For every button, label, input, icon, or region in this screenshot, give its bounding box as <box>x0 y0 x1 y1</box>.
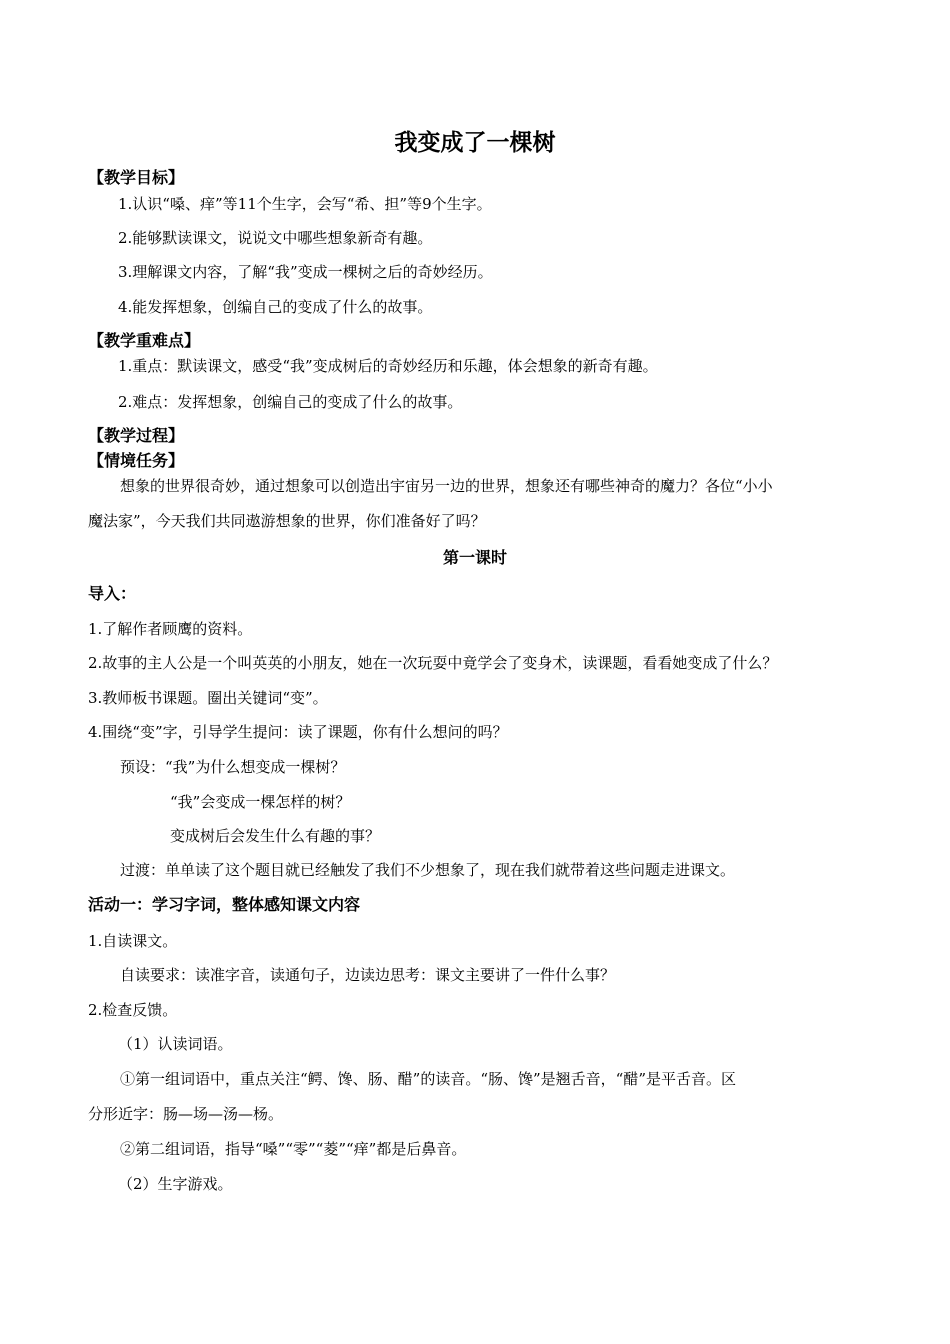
activity-1-step-2: 2.检查反馈。 <box>88 1001 178 1019</box>
activity-1-sub-1: （1）认读词语。 <box>118 1035 233 1053</box>
goal-item-2: 2.能够默读课文，说说文中哪些想象新奇有趣。 <box>118 229 433 247</box>
goal-item-4: 4.能发挥想象，创编自己的变成了什么的故事。 <box>118 298 433 316</box>
intro-item-1: 1.了解作者顾鹰的资料。 <box>88 620 253 638</box>
process-heading: 【教学过程】 <box>88 426 185 445</box>
intro-item-3: 3.教师板书课题。圈出关键词“变”。 <box>88 689 328 707</box>
activity-1-sub-1-a-line-1: ①第一组词语中，重点关注“鳄、馋、肠、醋”的读音。“肠、馋”是翘舌音，“醋”是平舌音。区 <box>120 1070 737 1088</box>
transition-text: 过渡：单单读了这个题目就已经触发了我们不少想象了，现在我们就带着这些问题走进课文。 <box>120 861 736 879</box>
intro-item-4: 4.围绕“变”字，引导学生提问：读了课题，你有什么想问的吗？ <box>88 723 508 741</box>
scenario-paragraph-line-1: 想象的世界很奇妙，通过想象可以创造出宇宙另一边的世界，想象还有哪些神奇的魔力？各位“小小 <box>120 477 773 495</box>
key-point-1: 1.重点：默读课文，感受“我”变成树后的奇妙经历和乐趣，体会想象的新奇有趣。 <box>118 357 658 375</box>
activity-1-sub-1-a-line-2: 分形近字：肠—场—汤—杨。 <box>88 1105 284 1123</box>
key-point-2: 2.难点：发挥想象，创编自己的变成了什么的故事。 <box>118 393 463 411</box>
intro-item-2: 2.故事的主人公是一个叫英英的小朋友，她在一次玩耍中竟学会了变身术，读课题，看看她变成了什么？ <box>88 654 778 672</box>
document-title: 我变成了一棵树 <box>394 130 556 156</box>
activity-1-step-1-requirement: 自读要求：读准字音，读通句子，边读边思考：课文主要讲了一件什么事？ <box>120 966 616 984</box>
activity-1-step-1: 1.自读课文。 <box>88 932 178 950</box>
scenario-heading: 【情境任务】 <box>88 451 185 470</box>
preset-question-2: “我”会变成一棵怎样的树？ <box>170 793 351 811</box>
goal-item-3: 3.理解课文内容，了解“我”变成一棵树之后的奇妙经历。 <box>118 263 493 281</box>
key-points-heading: 【教学重难点】 <box>88 331 201 350</box>
scenario-paragraph-line-2: 魔法家”，今天我们共同遨游想象的世界，你们准备好了吗？ <box>88 512 486 530</box>
activity-1-sub-2: （2）生字游戏。 <box>118 1175 233 1193</box>
activity-1-heading: 活动一：学习字词，整体感知课文内容 <box>88 895 361 914</box>
goals-heading: 【教学目标】 <box>88 168 185 187</box>
goal-item-1: 1.认识“嗓、痒”等11个生字，会写“希、担”等9个生字。 <box>118 195 492 213</box>
intro-heading: 导入： <box>88 584 137 603</box>
preset-question-1: 预设：“我”为什么想变成一棵树？ <box>120 758 346 776</box>
activity-1-sub-1-b: ②第二组词语，指导“嗓”“零”“菱”“痒”都是后鼻音。 <box>120 1140 467 1158</box>
preset-question-3: 变成树后会发生什么有趣的事？ <box>170 827 381 845</box>
lesson-heading: 第一课时 <box>442 548 507 567</box>
